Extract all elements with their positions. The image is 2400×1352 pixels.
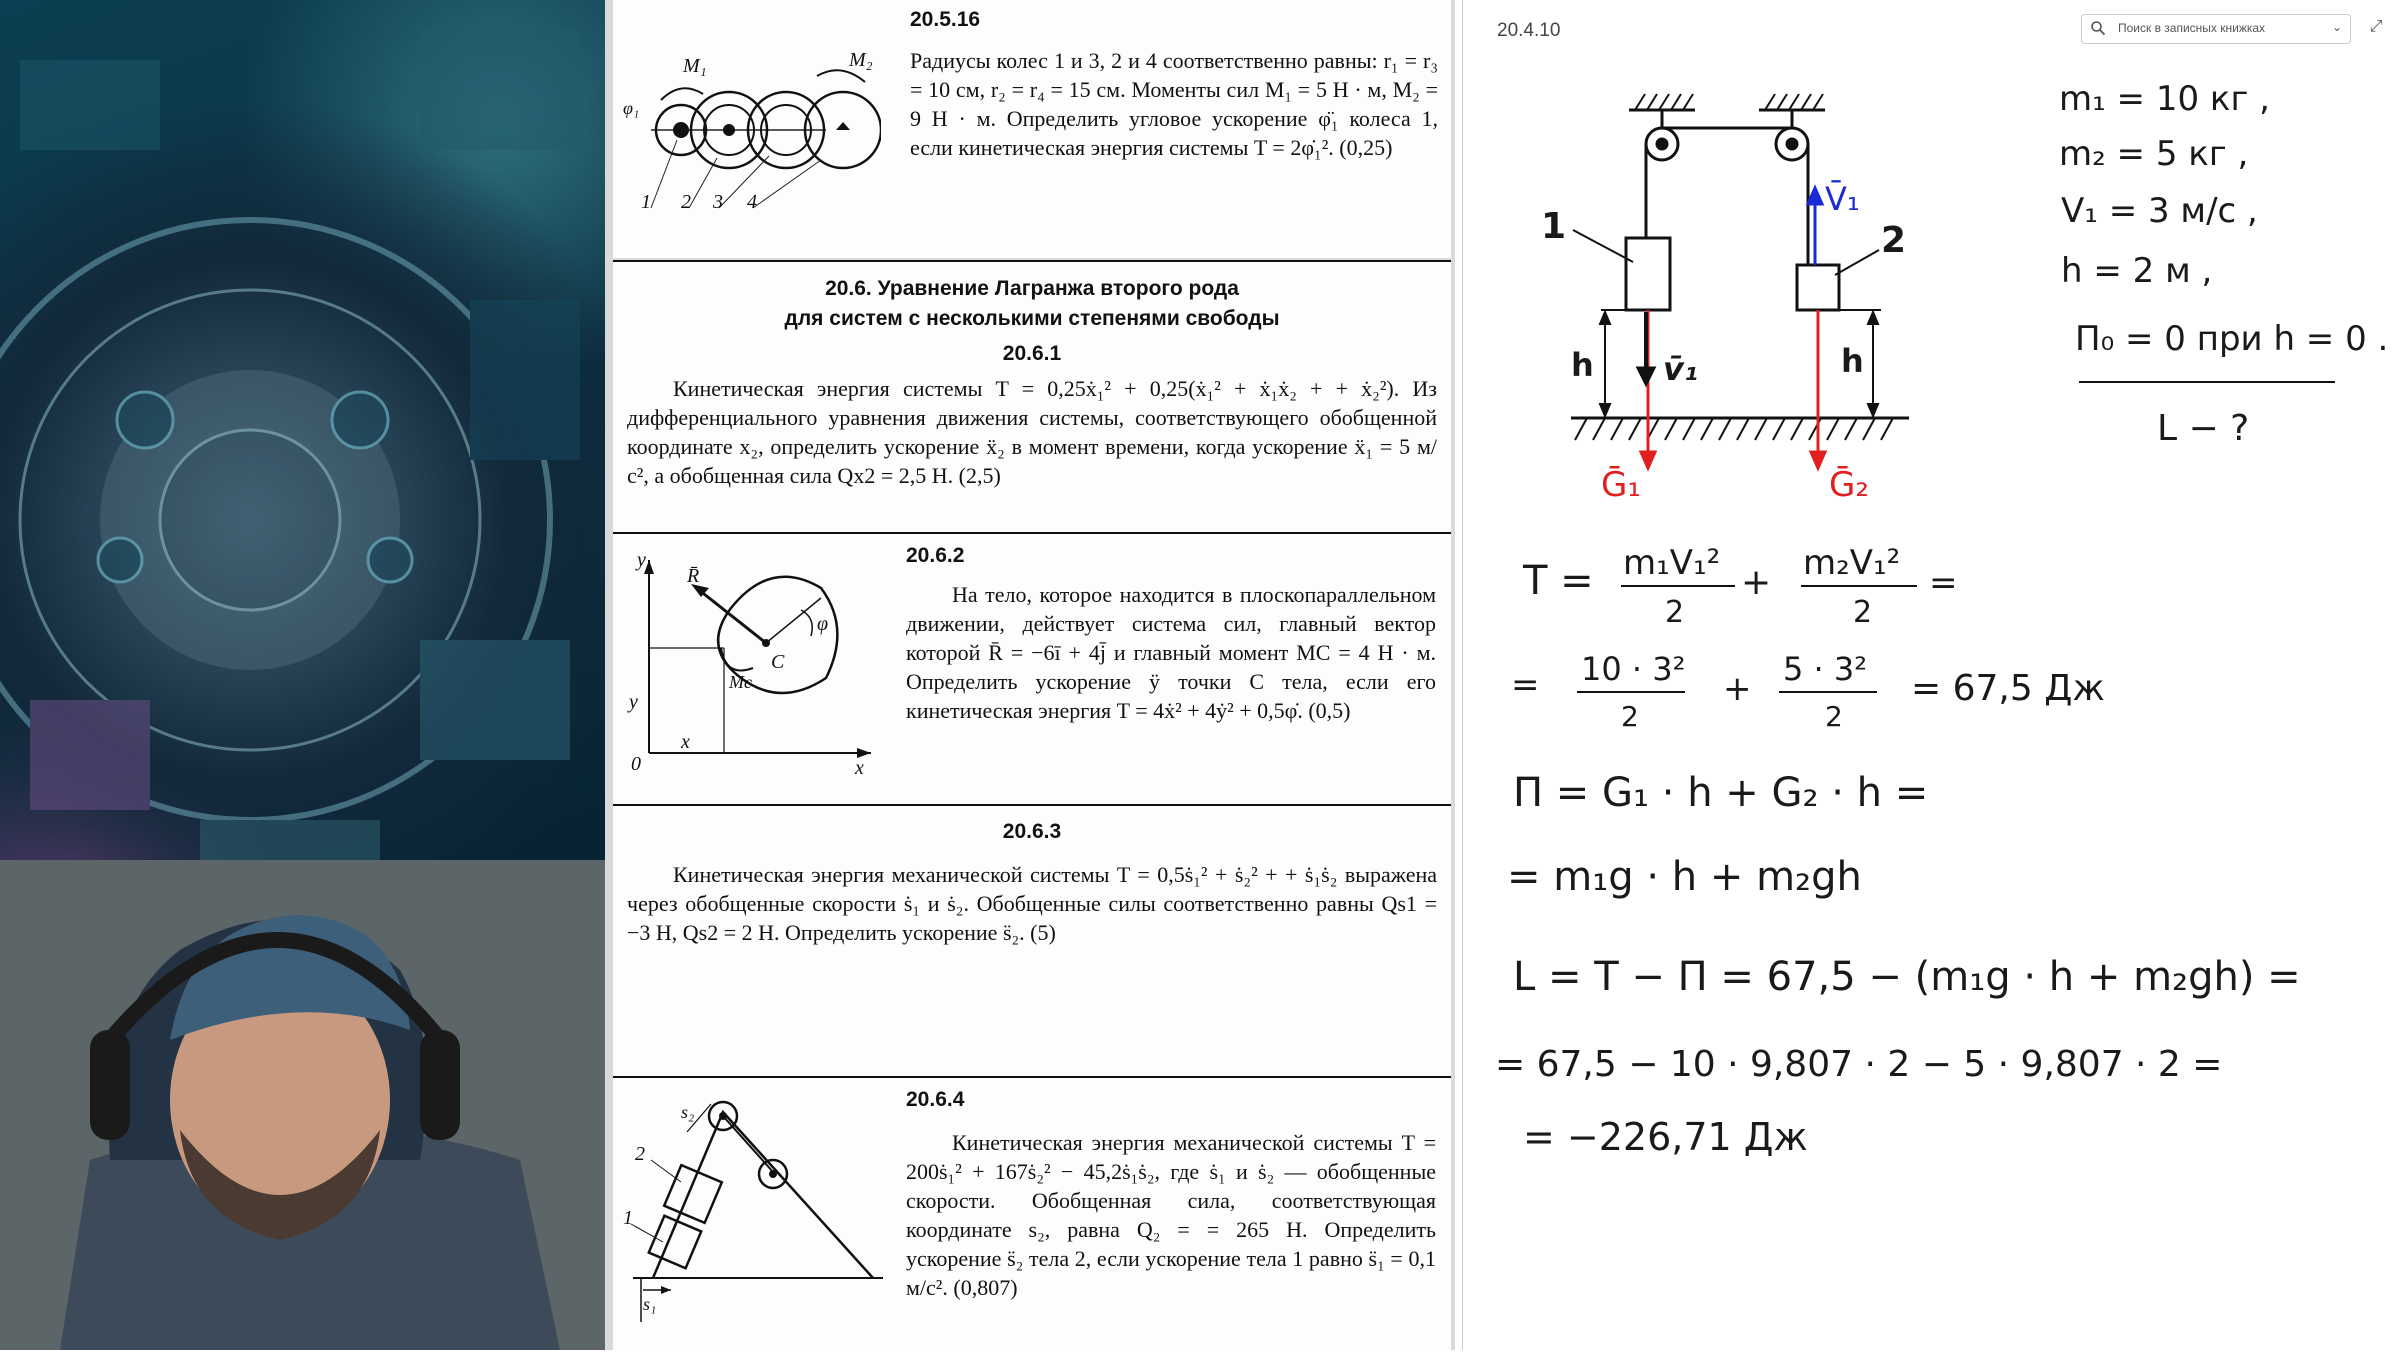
- solution-line: = 67,5 − 10 · 9,807 · 2 − 5 · 9,807 · 2 =: [1495, 1044, 2223, 1085]
- fig-label-wheel-4: 4: [747, 191, 757, 213]
- fig-label-wheel-1: 1: [641, 191, 651, 213]
- problem-number: 20.5.16: [910, 8, 981, 31]
- fig-label-Mc: Mc: [729, 672, 752, 692]
- problem-20-6-2: [613, 532, 1451, 804]
- page-title: 20.4.10: [1497, 20, 1561, 41]
- equals: =: [1929, 563, 1958, 603]
- equals: =: [1511, 665, 1540, 705]
- frac-t1-den: 2: [1665, 595, 1685, 630]
- fig-label-R: R̄: [687, 565, 700, 587]
- problem-number: 20.6.1: [1002, 342, 1062, 365]
- given-line: m₂ = 5 кг ,: [2059, 134, 2249, 174]
- fig-label-phi1: φ₁: [623, 98, 640, 118]
- kinetic-energy-lhs: T =: [1523, 558, 1594, 604]
- fig-label-s1: s₁: [643, 1294, 657, 1314]
- problem-number: 20.6.3: [1002, 820, 1062, 843]
- frac-n2-den: 2: [1825, 700, 1843, 733]
- fig-label-C: C: [771, 651, 785, 673]
- fig-origin: 0: [631, 753, 641, 775]
- given-line: m₁ = 10 кг ,: [2059, 79, 2270, 119]
- frac-t1-num: m₁V₁²: [1623, 543, 1721, 583]
- fig-label-body-2: 2: [635, 1143, 645, 1165]
- problem-number: 20.6.2: [906, 544, 965, 567]
- fig-label-body-1: 1: [623, 1207, 633, 1229]
- problem-text: Кинетическая энергия механической системы T = 200ṡ₁² + 167ṡ₂² − 45,2ṡ₁ṡ₂, где ṡ₁ и ṡ₂ — обобщенные скорости. Обобщенная сила, соответствующая координате s₂, равна Q₂ = = 265 Н. Определить ускорение s̈₂ тела 2, если ускорение тела 1 равно s̈₁ = 0,1 м/с². (0,807): [906, 1130, 1436, 1300]
- fig-label-phi: φ: [817, 613, 829, 635]
- solution-work: [1495, 543, 2301, 1159]
- solution-line: = m₁g · h + m₂gh: [1507, 854, 1862, 900]
- pulley-diagram: [1571, 94, 1909, 468]
- expand-icon[interactable]: ⤢: [2369, 16, 2383, 35]
- final-answer: = −226,71 Дж: [1523, 1115, 1808, 1159]
- gear-train-figure: [621, 30, 881, 220]
- frac-n1-num: 10 · 3²: [1581, 650, 1686, 688]
- fig-axis-x: x: [855, 757, 864, 779]
- problem-20-6-3: [613, 804, 1451, 1076]
- frac-t2-num: m₂V₁²: [1803, 543, 1901, 583]
- problem-text: Радиусы колес 1 и 3, 2 и 4 соответственно равны: r₁ = r₃ = 10 см, r₂ = r₄ = 15 см. Моменты сил M₁ = 5 Н · м, M₂ = 9 Н · м. Определить угловое ускорение φ̈₁ колеса 1, если кинетическая энергия системы T = 2φ̇₁². (0,25): [910, 48, 1438, 160]
- label-h-right: h: [1841, 342, 1864, 380]
- fig-label-y: y: [629, 691, 638, 713]
- label-body-2: 2: [1881, 220, 1907, 261]
- problem-text: На тело, которое находится в плоскопараллельном движении, действует система сил, главный вектор которой R̄ = −6ī + 4j̄ и главный момент MC = 4 Н · м. Определить ускорение ÿ точки C тела, если его кинетическая энергия T = 4ẋ² + 4ẏ² + 0,5φ̇. (0,5): [906, 582, 1436, 723]
- problem-text: Кинетическая энергия системы T = 0,25ẋ₁² + 0,25(ẋ₁² + ẋ₁ẋ₂ + + ẋ₂²). Из дифференциального уравнения движения системы, соответствующего обобщенной координате x₂, определить ускорение ẍ₂ в момент времени, когда ускорение ẍ₁ = 5 м/с², а обобщенная сила Qx2 = 2,5 Н. (2,5): [627, 376, 1437, 488]
- fig-label-wheel-3: 3: [713, 191, 723, 213]
- problem-number: 20.6.4: [906, 1088, 965, 1111]
- section-heading-line-2: для систем с несколькими степенями свободы: [784, 307, 1280, 330]
- label-body-1: 1: [1541, 206, 1567, 247]
- find-line: L − ?: [2157, 408, 2250, 449]
- problem-20-6-4: [613, 1076, 1451, 1352]
- label-v1-down: v̄₁: [1663, 350, 1698, 388]
- fig-label-wheel-2: 2: [681, 191, 691, 213]
- label-h-left: h: [1571, 346, 1594, 384]
- webcam-overlay: [0, 860, 605, 1350]
- search-placeholder: Поиск в записных книжках: [2118, 21, 2266, 35]
- problem-text: Кинетическая энергия механической системы T = 0,5ṡ₁² + ṡ₂² + + ṡ₁ṡ₂ выражена через обобщенные скорости ṡ₁ и ṡ₂. Обобщенные силы соответственно равны Qs1 = −3 Н, Qs2 = 2 Н. Определить ускорение s̈₂. (5): [627, 862, 1437, 945]
- wedge-figure: [623, 1092, 893, 1322]
- section-heading-line-1: 20.6. Уравнение Лагранжа второго рода: [825, 277, 1239, 300]
- chevron-down-icon[interactable]: ⌄: [2331, 20, 2342, 34]
- problem-book-page: [605, 0, 1455, 1350]
- plus: +: [1723, 669, 1752, 709]
- plane-body-figure: [621, 548, 881, 788]
- handwritten-notes: [1463, 0, 2400, 1350]
- solution-line: П = G₁ · h + G₂ · h =: [1513, 770, 1929, 816]
- label-v1-up: V̄₁: [1825, 180, 1860, 218]
- notes-window[interactable]: [1462, 0, 2400, 1350]
- solution-line: L = T − П = 67,5 − (m₁g · h + m₂gh) =: [1513, 954, 2301, 1000]
- given-line: h = 2 м ,: [2061, 251, 2213, 291]
- frac-n2-num: 5 · 3²: [1783, 650, 1868, 688]
- problem-20-5-16: [613, 0, 1451, 258]
- plus: +: [1741, 562, 1772, 603]
- kinetic-energy-result: = 67,5 Дж: [1911, 668, 2105, 709]
- fig-label-s2: s₂: [681, 1102, 695, 1122]
- fig-label-m2: M₂: [849, 49, 873, 71]
- given-line: V₁ = 3 м/с ,: [2061, 191, 2258, 231]
- label-g1: Ḡ₁: [1601, 465, 1641, 505]
- fig-axis-y: y: [637, 549, 646, 571]
- given-line: П₀ = 0 при h = 0 .: [2075, 319, 2389, 359]
- frac-n1-den: 2: [1621, 700, 1639, 733]
- frac-t2-den: 2: [1853, 595, 1873, 630]
- fig-label-m1: M₁: [683, 55, 707, 77]
- given-values: [2059, 79, 2388, 449]
- section-heading: [613, 274, 1451, 334]
- problem-20-6-1: [613, 260, 1451, 532]
- label-g2: Ḡ₂: [1829, 465, 1869, 505]
- webcam-person: [0, 860, 605, 1350]
- fig-label-x: x: [681, 731, 690, 753]
